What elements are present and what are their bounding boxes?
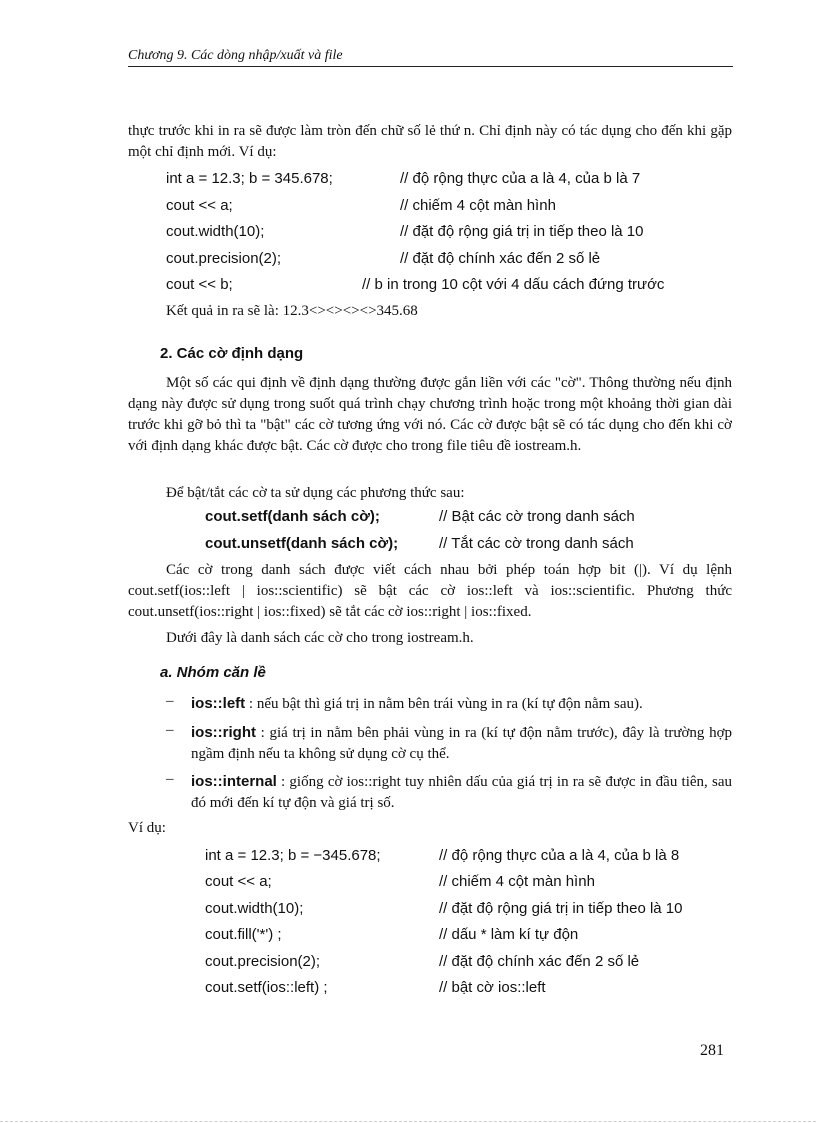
code-line: int a = 12.3; b = −345.678; [205, 847, 381, 864]
bullet-term: ios::internal [191, 773, 277, 790]
bullet-dash: – [166, 771, 174, 787]
intro-paragraph: thực trước khi in ra sẽ được làm tròn đến chữ số lẻ thứ n. Chỉ định này có tác dụng cho đến khi gặp một chỉ định mới. Ví dụ: [128, 123, 732, 160]
subsection-heading: a. Nhóm căn lề [160, 664, 266, 681]
section-heading: 2. Các cờ định dạng [160, 345, 304, 362]
bullet-desc: : nếu bật thì giá trị in nằm bên trái vùng in ra (kí tự độn nằm sau). [245, 696, 643, 712]
code-line: int a = 12.3; b = 345.678; [166, 170, 333, 187]
code-comment: // đặt độ chính xác đến 2 số lẻ [439, 953, 640, 970]
code-comment: // đặt độ rộng giá trị in tiếp theo là 10 [439, 900, 683, 917]
bullet-dash: – [166, 722, 174, 738]
code-comment: // bật cờ ios::left [439, 979, 546, 996]
page-number: 281 [700, 1042, 724, 1059]
code-line: cout.precision(2); [205, 953, 321, 970]
header-divider [128, 66, 733, 67]
bullet-item [191, 771, 732, 814]
bullet-desc: : giống cờ ios::right tuy nhiên dấu của giá trị in ra sẽ được in đầu tiên, sau đó mới đến kí tự độn và giá trị số. [191, 774, 732, 811]
code-comment: // chiếm 4 cột màn hình [439, 873, 595, 890]
bullet-desc: : giá trị in nằm bên phải vùng in ra (kí tự độn nằm trước), đây là trường hợp ngầm định nếu ta không sử dụng cờ cụ thể. [191, 725, 732, 762]
example-label: Ví dụ: [128, 820, 166, 836]
bullet-item [191, 722, 732, 765]
page-edge-divider [0, 1121, 816, 1122]
method-comment: // Bật các cờ trong danh sách [439, 508, 635, 525]
bullet-term: ios::left [191, 695, 246, 712]
code-comment: // độ rộng thực của a là 4, của b là 8 [439, 847, 680, 864]
bullet-item [191, 693, 732, 715]
code-line: cout << a; [166, 197, 233, 214]
method-code: cout.setf(danh sách cờ); [205, 508, 380, 525]
code-line: cout.fill('*') ; [205, 926, 282, 943]
code-comment: // chiếm 4 cột màn hình [400, 197, 556, 214]
code-line: cout << a; [205, 873, 272, 890]
code-line: cout.precision(2); [166, 250, 282, 267]
code-comment: // đặt độ chính xác đến 2 số lẻ [400, 250, 601, 267]
section-paragraph: Các cờ trong danh sách được viết cách nhau bởi phép toán hợp bit (|). Ví dụ lệnh cout.setf(ios::left | ios::scientific) sẽ bật các cờ ios::left và ios::scientific. Phương thức cout.unsetf(ios::right | ios::fixed) sẽ tắt các cờ ios::right | ios::fixed. [128, 562, 732, 620]
code-line: cout.width(10); [166, 223, 265, 240]
code-comment: // b in trong 10 cột với 4 dấu cách đứng trước [362, 276, 665, 293]
code-line: cout << b; [166, 276, 233, 293]
example-result: Kết quả in ra sẽ là: 12.3<><><><>345.68 [166, 303, 418, 319]
code-comment: // độ rộng thực của a là 4, của b là 7 [400, 170, 641, 187]
running-header: Chương 9. Các dòng nhập/xuất và file [128, 48, 343, 63]
code-line: cout.width(10); [205, 900, 304, 917]
section-paragraph: Để bật/tắt các cờ ta sử dụng các phương thức sau: [166, 485, 465, 501]
method-comment: // Tắt các cờ trong danh sách [439, 535, 634, 552]
code-line: cout.setf(ios::left) ; [205, 979, 328, 996]
code-comment: // đặt độ rộng giá trị in tiếp theo là 10 [400, 223, 644, 240]
section-paragraph: Một số các qui định về định dạng thường được gắn liền với các "cờ". Thông thường nếu định dạng này được sử dụng trong suốt quá trình chạy chương trình hoặc trong một khoảng thời gian dài trước khi gỡ bỏ thì ta "bật" các cờ tương ứng với nó. Các cờ được bật sẽ có tác dụng cho đến khi cờ với định dạng khác được bật. Các cờ được cho trong file tiêu đề iostream.h. [128, 375, 732, 454]
code-comment: // dấu * làm kí tự độn [439, 926, 579, 943]
bullet-term: ios::right [191, 724, 256, 741]
bullet-dash: – [166, 693, 174, 709]
section-paragraph: Dưới đây là danh sách các cờ cho trong iostream.h. [166, 630, 474, 646]
method-code: cout.unsetf(danh sách cờ); [205, 535, 399, 552]
